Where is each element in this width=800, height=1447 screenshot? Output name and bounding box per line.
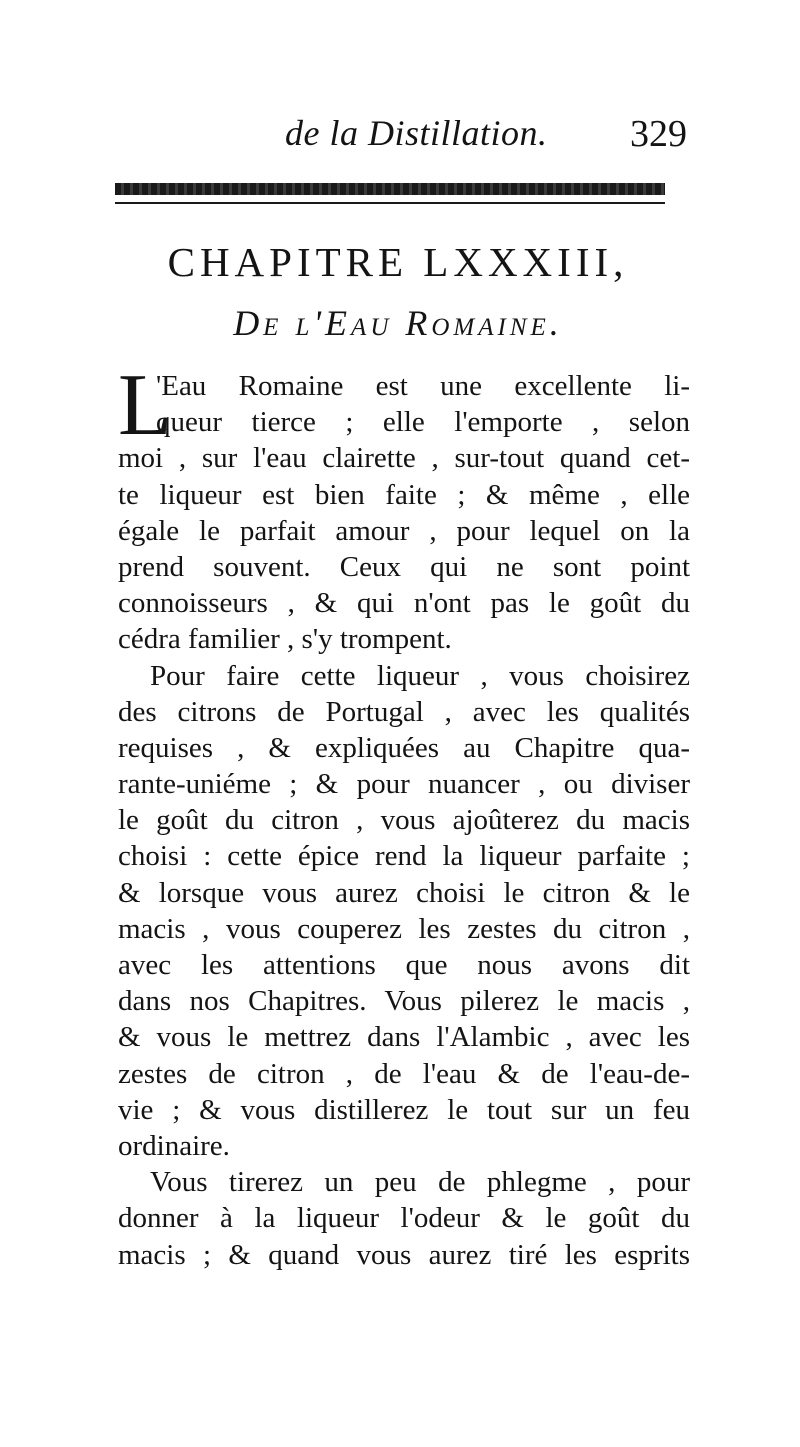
text-line: Pour faire cette liqueur , vous choisirez	[150, 659, 690, 692]
text-line: des citrons de Portugal , avec les qualités	[118, 695, 690, 728]
text-line: dans nos Chapitres. Vous pilerez le macis ,	[118, 985, 690, 1018]
body-text	[118, 357, 690, 1273]
text-line: macis , vous couperez les zestes du citron ,	[118, 912, 690, 945]
text-line: te liqueur est bien faite ; & même , elle	[118, 478, 690, 511]
text-line: choisi : cette épice rend la liqueur parfaite ;	[118, 840, 690, 873]
text-line: zestes de citron , de l'eau & de l'eau-de-	[118, 1057, 690, 1090]
text-line: requises , & expliquées au Chapitre qua-	[118, 731, 690, 764]
running-head	[117, 112, 687, 162]
text-line: cédra familier , s'y trompent.	[118, 623, 452, 656]
rule-line	[115, 202, 665, 204]
chapter-subtitle: De l'Eau Romaine.	[233, 303, 563, 343]
text-line: 'Eau Romaine est une excellente li-	[156, 370, 690, 402]
text-line: & vous le mettrez dans l'Alambic , avec les	[118, 1021, 690, 1054]
text-line: queur tierce ; elle l'emporte , selon	[156, 406, 690, 439]
running-title: de la Distillation.	[285, 113, 548, 153]
text-line: donner à la liqueur l'odeur & le goût du	[118, 1202, 690, 1235]
text-line: rante-uniéme ; & pour nuancer , ou diviser	[118, 768, 690, 801]
chapter-title: CHAPITRE LXXXIII,	[167, 239, 629, 285]
text-line: macis ; & quand vous aurez tiré les esprits	[118, 1238, 690, 1271]
text-line: avec les attentions que nous avons dit	[118, 949, 690, 981]
text-line: le goût du citron , vous ajoûterez du macis	[118, 804, 690, 837]
text-line: ordinaire.	[118, 1129, 230, 1162]
text-line: & lorsque vous aurez choisi le citron & le	[118, 876, 690, 909]
text-line: prend souvent. Ceux qui ne sont point	[118, 550, 690, 583]
text-line: Vous tirerez un peu de phlegme , pour	[150, 1166, 690, 1199]
drop-cap: L	[118, 357, 172, 454]
text-line: connoisseurs , & qui n'ont pas le goût du	[118, 587, 690, 620]
text-line: vie ; & vous distillerez le tout sur un feu	[118, 1093, 690, 1126]
text-line: moi , sur l'eau clairette , sur-tout quand cet-	[118, 442, 690, 475]
page-number: 329	[630, 113, 687, 155]
text-line: égale le parfait amour , pour lequel on la	[118, 514, 690, 547]
ornamental-rule	[115, 183, 665, 195]
